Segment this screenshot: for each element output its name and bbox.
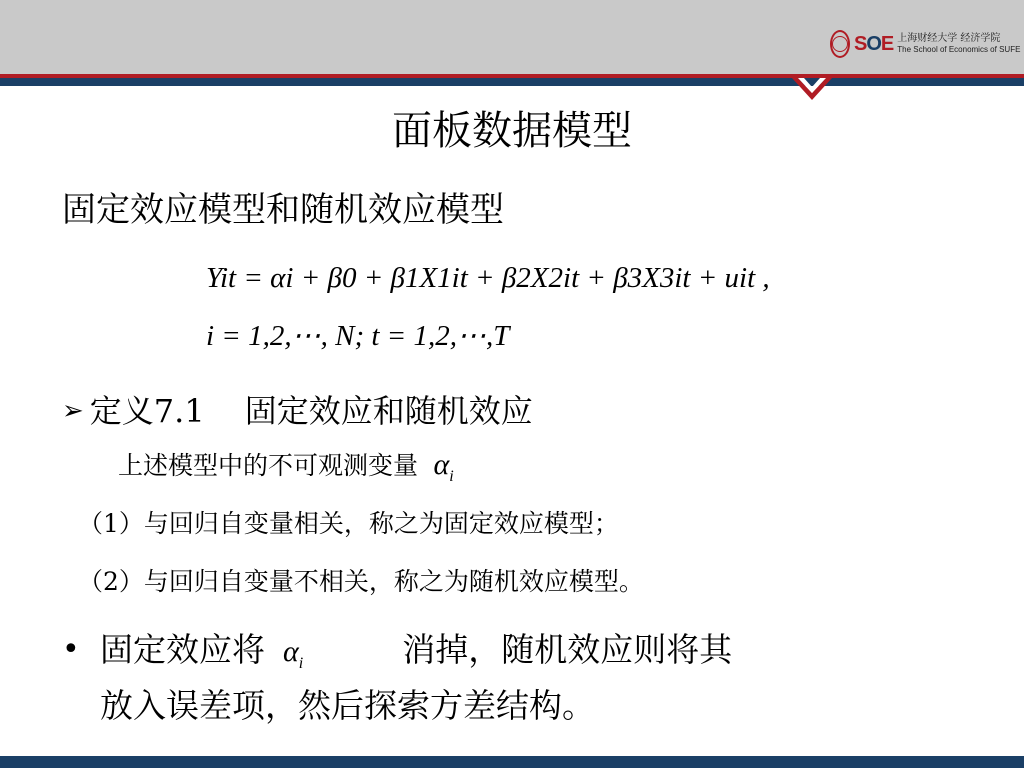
bullet-text-line2: 放入误差项，然后探索方差结构。 — [100, 686, 595, 725]
definition-heading — [62, 388, 533, 434]
footer-bar — [0, 756, 1024, 768]
school-logo — [830, 28, 1020, 60]
header-stripe-blue — [0, 78, 1024, 86]
chevron-down-icon — [792, 72, 832, 102]
definition-title: 固定效应和随机效应 — [244, 392, 533, 430]
alpha-i-symbol: $\alpha_i$ — [275, 635, 304, 672]
definition-label: 定义7.1 — [89, 392, 205, 430]
logo-chinese-name: 上海财经大学 经济学院 — [897, 33, 1001, 44]
slide-subtitle: 固定效应模型和随机效应模型 — [62, 190, 504, 230]
line-text: 上述模型中的不可观测变量 — [118, 451, 419, 480]
index-range-equation — [206, 318, 509, 353]
slide-title: 面板数据模型 — [392, 108, 632, 154]
bullet-text-part2: 消掉，随机效应则将其 — [402, 630, 733, 669]
seal-icon — [830, 30, 850, 58]
definition-line-2: （1）与回归自变量相关，称之为固定效应模型； — [78, 509, 619, 538]
equation-text: Yit = αi + β0 + β1X1it + β2X2it + β3X3it + uit , — [206, 262, 770, 294]
definition-line-3: （2）与回归自变量不相关，称之为随机效应模型。 — [78, 567, 644, 596]
definition-line-1 — [118, 446, 454, 496]
logo-english-name: The School of Economics of SUFE — [897, 45, 1021, 54]
bullet-text-part1: 固定效应将 — [100, 630, 265, 669]
bullet-dot-icon: • — [62, 632, 80, 667]
model-equation — [206, 262, 770, 295]
arrow-bullet-icon: ➢ — [62, 396, 84, 426]
equation-text: i = 1,2,⋯, N; t = 1,2,⋯,T — [206, 320, 510, 352]
alpha-i-symbol: $\alpha_i$ — [425, 448, 454, 485]
logo-mark: SOE — [854, 32, 894, 55]
